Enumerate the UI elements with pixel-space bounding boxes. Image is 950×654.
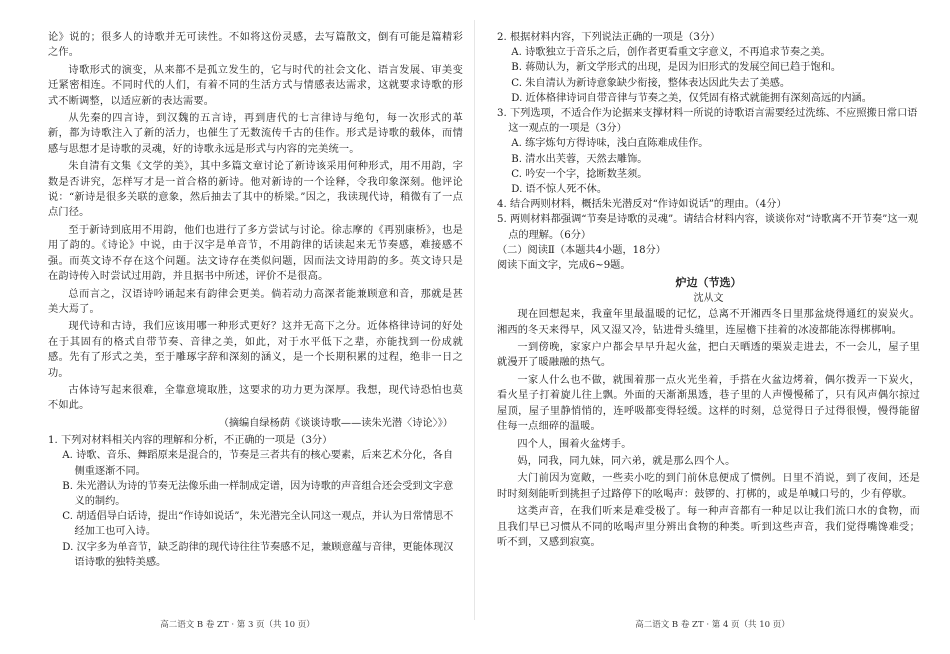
passage-paragraph: 四个人，围着火盆烤手。 — [517, 438, 632, 450]
source-citation: （摘编自绿杨荫《谈谈诗歌——读朱光潜〈诗论〉》） — [218, 417, 453, 429]
question-3-option-c: C. 吟安一个字，捻断数茎须。 — [511, 168, 648, 180]
question-2-option-d: D. 近体格律诗词自带音律与节奏之美，仅凭固有格式就能拥有深刻高远的内涵。 — [511, 92, 872, 104]
question-1-option-b: B. 朱光潜认为诗的节奏无法像乐曲一样制成定谱，因为诗歌的声音组合还会受到文字意义的制约。 — [62, 480, 454, 507]
passage-paragraph: 大门前因为宽敞，一些卖小吃的到门前休息便成了惯例。日里不消说，到了夜间，还是时时刻刻能听到挑担子过路停下的吆喝声：鼓锣的、打梆的，或是单喊口号的，少有停歇。 — [497, 473, 920, 500]
page-footer-left: 高二语文 B 卷 ZT · 第 3 页（共 10 页） — [160, 620, 315, 630]
passage-paragraph: 总而言之，汉语诗吟诵起来有韵律会更美。倘若动力高深者能兼顾意和音，那就是甚美大焉了。 — [48, 288, 463, 315]
section-heading: （二）阅读Ⅱ（本题共4小题，18分） — [497, 244, 666, 256]
passage-paragraph: 从先秦的四言诗，到汉魏的五言诗，再到唐代的七言律诗与绝句，每一次形式的革新，都为诗歌注入了新的活力，也催生了无数流传千古的佳作。形式是诗歌的载体，而情感与思想才是诗歌的灵魂，好的诗歌永远是形式与内容的完美统一。 — [48, 113, 463, 155]
passage-paragraph: 朱自清有文集《文学的美》，其中多篇文章讨论了新诗该采用何种形式，用不用韵，字数是否讲究，怎样写才是一首合格的新诗。他对新诗的一个诠释，令我印象深刻。他评论说：“新诗是很多关联的意象，然后抽去了其中的桥梁。”因之，我读现代诗，稍微有了一点点门径。 — [48, 161, 463, 219]
passage-title: 炉边（节选） — [675, 276, 742, 290]
question-2-stem: 2. 根据材料内容，下列说法正确的一项是（3分） — [497, 32, 721, 43]
question-3-option-a: A. 练字炼句方得诗味，浅白直陈难成佳作。 — [511, 138, 709, 150]
passage-paragraph: 古体诗写起来很难，全靠意境取胜，这要求的功力更为深厚。我想，现代诗恐怕也莫不如此。 — [48, 384, 463, 412]
passage-paragraph: 诗歌形式的演变，从来都不是孤立发生的，它与时代的社会文化、语言发展、审美变迁紧密相连。不同时代的人们，有着不同的生活方式与情感表达需求，这就要求诗歌的形式不断调整，以适应新的表达需要。 — [48, 64, 463, 107]
question-2-option-b: B. 蒋勋认为，新文学形式的出现，是因为旧形式的发展空间已趋于饱和。 — [511, 62, 842, 74]
passage-paragraph: 妈，同我，同九妹，同六弟，就是那么四个人。 — [517, 455, 736, 467]
question-1-option-c: C. 胡适倡导白话诗，提出“作诗如说话”，朱光潜完全认同这一观点，并认为日常情思不经加工也可入诗。 — [62, 511, 454, 538]
question-2-option-a: A. 诗歌独立于音乐之后，创作者更看重文字意义，不再追求节奏之美。 — [511, 47, 831, 59]
question-3 — [497, 106, 920, 197]
passage-paragraph: 这类声音，在我们听来是难受极了。每一种声音都有一种足以让我们流口水的食物，而且我们早已习惯从不同的吆喝声里分辨出食物的种类。听到这些声音，我们觉得嘴馋难受；听不到，又感到寂寞。 — [497, 506, 920, 548]
passage-paragraph: 论》说的；很多人的诗歌并无可读性。不如将这份灵感，去写篇散文，倒有可能是篇精彩之作。 — [48, 32, 463, 59]
question-4: 4. 结合两则材料，概括朱光潜反对“作诗如说话”的理由。（4分） — [497, 199, 787, 211]
right-passage — [497, 307, 920, 550]
passage-author: 沈从文 — [693, 293, 724, 305]
passage-paragraph: 至于新诗到底用不用韵，他们也进行了多方尝试与讨论。徐志摩的《再别康桥》，也是用了韵的。《诗论》中说，由于汉字是单音节，不用韵律的话读起来无节奏感，难接感不强。而英文诗不存在这个问题。法文诗存在类似问题，因而法文诗用韵的多。英文诗只是在韵诗传入时尝试过用韵，并且据书中所述，评价不是很高。 — [48, 224, 463, 283]
left-passage — [48, 30, 463, 414]
question-5: 5. 两则材料都强调“节奏是诗歌的灵魂”。请结合材料内容，谈谈你对“诗歌离不开节奏”这一观点的理解。（6分） — [497, 214, 918, 241]
question-1-option-a: A. 诗歌、音乐、舞蹈原来是混合的，节奏是三者共有的核心要素，后来艺术分化，各自侧重逐渐不同。 — [62, 450, 454, 477]
question-3-option-d: D. 语不惊人死不休。 — [511, 184, 608, 196]
passage-paragraph: 一到傍晚，家家户户都会早早升起火盆，把白天晒透的栗炭走进去，不一会儿，屋子里就漫开了暖融融的热气。 — [497, 342, 920, 369]
passage-paragraph: 现在回想起来，我童年里最温暖的记忆，总离不开湘西冬日里那盆烧得通红的炭炭火。湘西的冬天来得早，风又湿又冷，钻进骨头缝里，连屋檐下挂着的冰凌都能冻得梆梆响。 — [497, 309, 920, 336]
question-2 — [497, 30, 920, 106]
question-1-option-d: D. 汉字多为单音节，缺乏韵律的现代诗往往节奏感不足，兼顾意蕴与音律，更能体现汉语诗歌的独特美感。 — [62, 541, 454, 568]
passage-paragraph: 一家人什么也不做，就围着那一点火光坐着，手搭在火盆边烤着，偶尔拨弄一下炭火，看火星子打着旋儿往上飘。外面的天渐渐黑透，巷子里的人声慢慢稀了，只有风声偶尔掠过屋顶，屋子里静悄悄的，连呼吸都变得轻缓。这样的时刻，总觉得日子过得很慢，慢得能留住每一点细碎的温暖。 — [497, 374, 920, 433]
question-3-option-b: B. 清水出芙蓉，天然去雕饰。 — [511, 153, 648, 165]
question-3-stem: 3. 下列选项，不适合作为论据来支撑材料一所说的诗歌语言需要经过洗练、不应照搬日常口语这一观点的一项是（3分） — [497, 108, 918, 135]
question-1-stem: 1. 下列对材料相关内容的理解和分析，不正确的一项是（3分） — [48, 435, 333, 447]
page-footer-right: 高二语文 B 卷 ZT · 第 4 页（共 10 页） — [635, 620, 790, 630]
reading-instruction: 阅读下面文字，完成6~9题。 — [497, 260, 631, 272]
page-right — [475, 0, 950, 654]
question-2-option-c: C. 朱自清认为新诗意象缺少衔接，整体表达因此失去了美感。 — [511, 77, 791, 89]
passage-paragraph: 现代诗和古诗，我们应该用哪一种形式更好？这并无高下之分。近体格律诗词的好处在于其固有的格式自带节奏、音律之美，如此，对于水平低下之辈，亦能找到一份成就感。先有了形式之美，至于雕琢字辞和深刻的涵义，是一个长期积累的过程，绝非一日之功。 — [48, 321, 463, 379]
question-1 — [48, 433, 463, 570]
